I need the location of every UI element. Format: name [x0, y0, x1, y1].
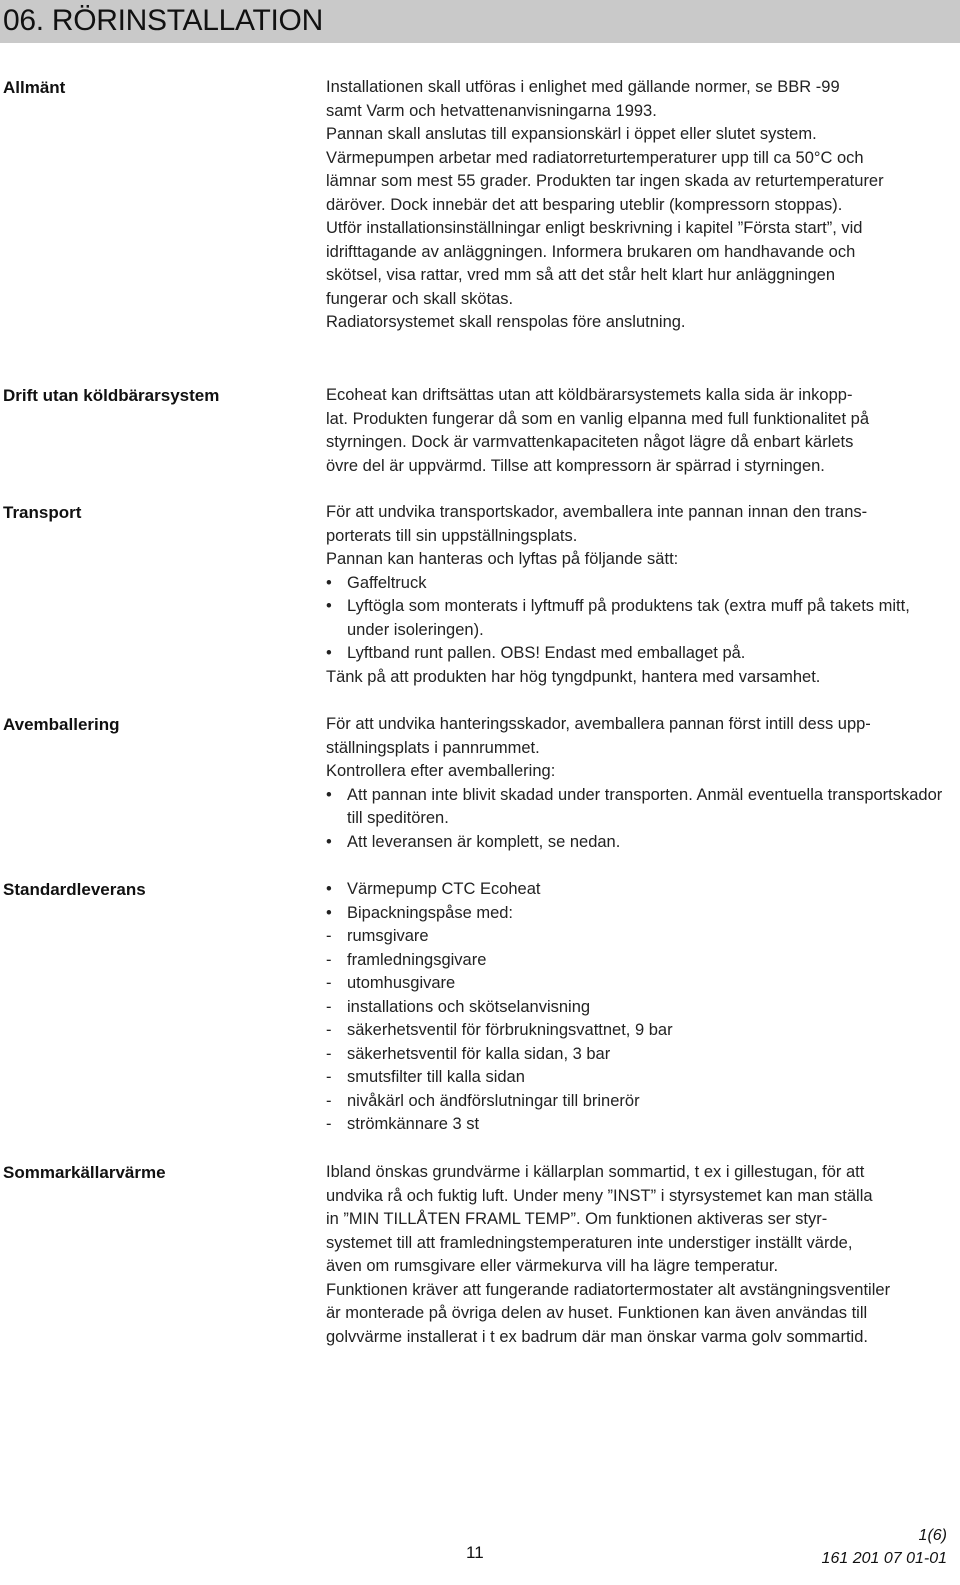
page-number: 11	[466, 1543, 484, 1562]
text-line: även om rumsgivare eller värmekurva vill ha lägre temperatur.	[326, 1257, 779, 1275]
text-line: Kontrollera efter avemballering:	[326, 762, 556, 780]
dash-mark: -	[326, 974, 332, 992]
sub-item	[326, 1019, 954, 1043]
text-line: systemet till att framledningstemperaturen inte understiger inställt värde,	[326, 1233, 853, 1252]
bullet-item	[326, 902, 954, 926]
bullet-item	[326, 595, 954, 642]
sub-item-text: säkerhetsventil för förbrukningsvattnet, 9 bar	[347, 1021, 673, 1039]
text-line: är monterade på övriga delen av huset. Funktionen kan även användas till	[326, 1304, 868, 1322]
bullet-mark: •	[326, 573, 332, 592]
text-line: däröver. Dock innebär det att besparing uteblir (kompressorn stoppas).	[326, 195, 843, 214]
bullet-mark: •	[326, 903, 332, 922]
text-line: skötsel, visa rattar, vred mm så att det står helt klart hur anläggningen	[326, 266, 835, 284]
text-line: idrifttagande av anläggningen. Informera brukaren om handhavande och	[326, 242, 856, 261]
text-line: undvika rå och fuktig luft. Under meny ”INST” i styrsystemet kan man ställa	[326, 1186, 873, 1205]
dash-mark: -	[326, 950, 332, 969]
dash-mark: -	[326, 1068, 332, 1086]
text-line: Värmepumpen arbetar med radiatorreturtemperaturer upp till ca 50°C och	[326, 148, 864, 167]
text-line: ställningsplats i pannrummet.	[326, 738, 540, 757]
section-label-sommar: Sommarkällarvärme	[3, 1163, 166, 1182]
bullet-mark: •	[326, 644, 332, 662]
sub-item-text: nivåkärl och ändförslutningar till brinerör	[347, 1091, 640, 1110]
dash-mark: -	[326, 1091, 332, 1110]
section-body-avemballering	[326, 713, 954, 854]
bullet-text: Lyftband runt pallen. OBS! Endast med emballaget på.	[347, 644, 746, 662]
bullet-text: Gaffeltruck	[347, 573, 427, 592]
text-line: Installationen skall utföras i enlighet med gällande normer, se BBR -99	[326, 78, 840, 96]
text-line: fungerar och skall skötas.	[326, 289, 514, 308]
sub-item-text: installations och skötselanvisning	[347, 997, 591, 1016]
sub-item	[326, 996, 954, 1020]
dash-mark: -	[326, 997, 332, 1016]
text-line: porterats till sin uppställningsplats.	[326, 526, 578, 545]
dash-mark: -	[326, 927, 332, 945]
bullet-mark: •	[326, 832, 332, 851]
text-line: samt Varm och hetvattenanvisningarna 1993.	[326, 101, 657, 120]
section-label-standard: Standardleverans	[3, 880, 146, 899]
bullet-item	[326, 831, 954, 855]
text-line: Pannan kan hanteras och lyftas på följande sätt:	[326, 550, 679, 568]
sub-item	[326, 925, 954, 949]
sub-item-text: strömkännare 3 st	[347, 1115, 480, 1133]
text-line: Funktionen kräver att fungerande radiatortermostater alt avstängningsventiler	[326, 1280, 891, 1299]
text-line: Radiatorsystemet skall renspolas före anslutning.	[326, 313, 686, 331]
transport-bullets	[326, 572, 954, 666]
text-line: lat. Produkten fungerar då som en vanlig elpanna med full funktionalitet på	[326, 409, 870, 428]
dash-mark: -	[326, 1115, 332, 1133]
bullet-text: Att pannan inte blivit skadad under transporten. Anmäl eventuella transportskador till speditören.	[347, 785, 943, 827]
text-line: golvvärme installerat i t ex badrum där man önskar varma golv sommartid.	[326, 1327, 868, 1346]
section-body-allmant	[326, 76, 954, 335]
sub-item-text: smutsfilter till kalla sidan	[347, 1068, 525, 1086]
bullet-text: Lyftögla som monterats i lyftmuff på produktens tak (extra muff på takets mitt, under isoleringen).	[347, 597, 910, 639]
bullet-mark: •	[326, 785, 332, 804]
bullet-item	[326, 572, 954, 596]
text-line: För att undvika hanteringsskador, avemballera pannan först intill dess upp-	[326, 715, 871, 733]
standard-bullets	[326, 878, 954, 925]
sub-item	[326, 1066, 954, 1090]
avemballering-bullets	[326, 784, 954, 855]
bullet-text: Bipackningspåse med:	[347, 903, 514, 922]
section-body-drift	[326, 384, 954, 478]
text-line: Ecoheat kan driftsättas utan att köldbärarsystemets kalla sida är inkopp-	[326, 386, 853, 404]
doc-code: 161 201 07 01-01	[821, 1550, 947, 1567]
text-line: Pannan skall anslutas till expansionskärl i öppet eller slutet system.	[326, 125, 817, 143]
text-line: in ”MIN TILLÅTEN FRAML TEMP”. Om funktionen aktiveras ser styr-	[326, 1210, 828, 1228]
bullet-item	[326, 642, 954, 666]
section-body-transport	[326, 501, 954, 689]
section-label-drift: Drift utan köldbärarsystem	[3, 386, 220, 405]
bullet-item	[326, 784, 954, 831]
bullet-text: Värmepump CTC Ecoheat	[347, 880, 541, 898]
section-body-standard	[326, 878, 954, 1137]
title-bar	[0, 0, 960, 43]
page-of: 1(6)	[918, 1527, 947, 1544]
text-line: övre del är uppvärmd. Tillse att kompressorn är spärrad i styrningen.	[326, 456, 825, 475]
text-line: lämnar som mest 55 grader. Produkten tar ingen skada av returtemperaturer	[326, 172, 884, 190]
text-line: styrningen. Dock är varmvattenkapaciteten något lägre då enbart kärlets	[326, 433, 854, 451]
sub-item	[326, 1090, 954, 1114]
sub-item-text: rumsgivare	[347, 927, 429, 945]
sub-item-text: säkerhetsventil för kalla sidan, 3 bar	[347, 1044, 611, 1063]
transport-intro	[326, 501, 954, 572]
dash-mark: -	[326, 1021, 332, 1039]
section-body-sommar	[326, 1161, 954, 1349]
page-title: 06. RÖRINSTALLATION	[3, 4, 323, 37]
sub-item	[326, 972, 954, 996]
sub-item-text: utomhusgivare	[347, 974, 456, 992]
bullet-mark: •	[326, 880, 332, 898]
sub-item	[326, 1113, 954, 1137]
text-line: Utför installationsinställningar enligt beskrivning i kapitel ”Första start”, vid	[326, 219, 863, 237]
sub-item	[326, 1043, 954, 1067]
text-line: För att undvika transportskador, avemballera inte pannan innan den trans-	[326, 503, 868, 521]
bullet-mark: •	[326, 597, 332, 615]
section-label-allmant: Allmänt	[3, 78, 66, 97]
bullet-item	[326, 878, 954, 902]
sub-item-text: framledningsgivare	[347, 950, 487, 969]
section-label-transport: Transport	[3, 503, 82, 522]
section-label-avemballering: Avemballering	[3, 715, 120, 734]
transport-outro: Tänk på att produkten har hög tyngdpunkt, hantera med varsamhet.	[326, 667, 821, 686]
standard-subitems	[326, 925, 954, 1137]
sub-item	[326, 949, 954, 973]
text-line: Ibland önskas grundvärme i källarplan sommartid, t ex i gillestugan, för att	[326, 1163, 865, 1181]
avemballering-intro	[326, 713, 954, 784]
bullet-text: Att leveransen är komplett, se nedan.	[347, 832, 621, 851]
dash-mark: -	[326, 1044, 332, 1063]
